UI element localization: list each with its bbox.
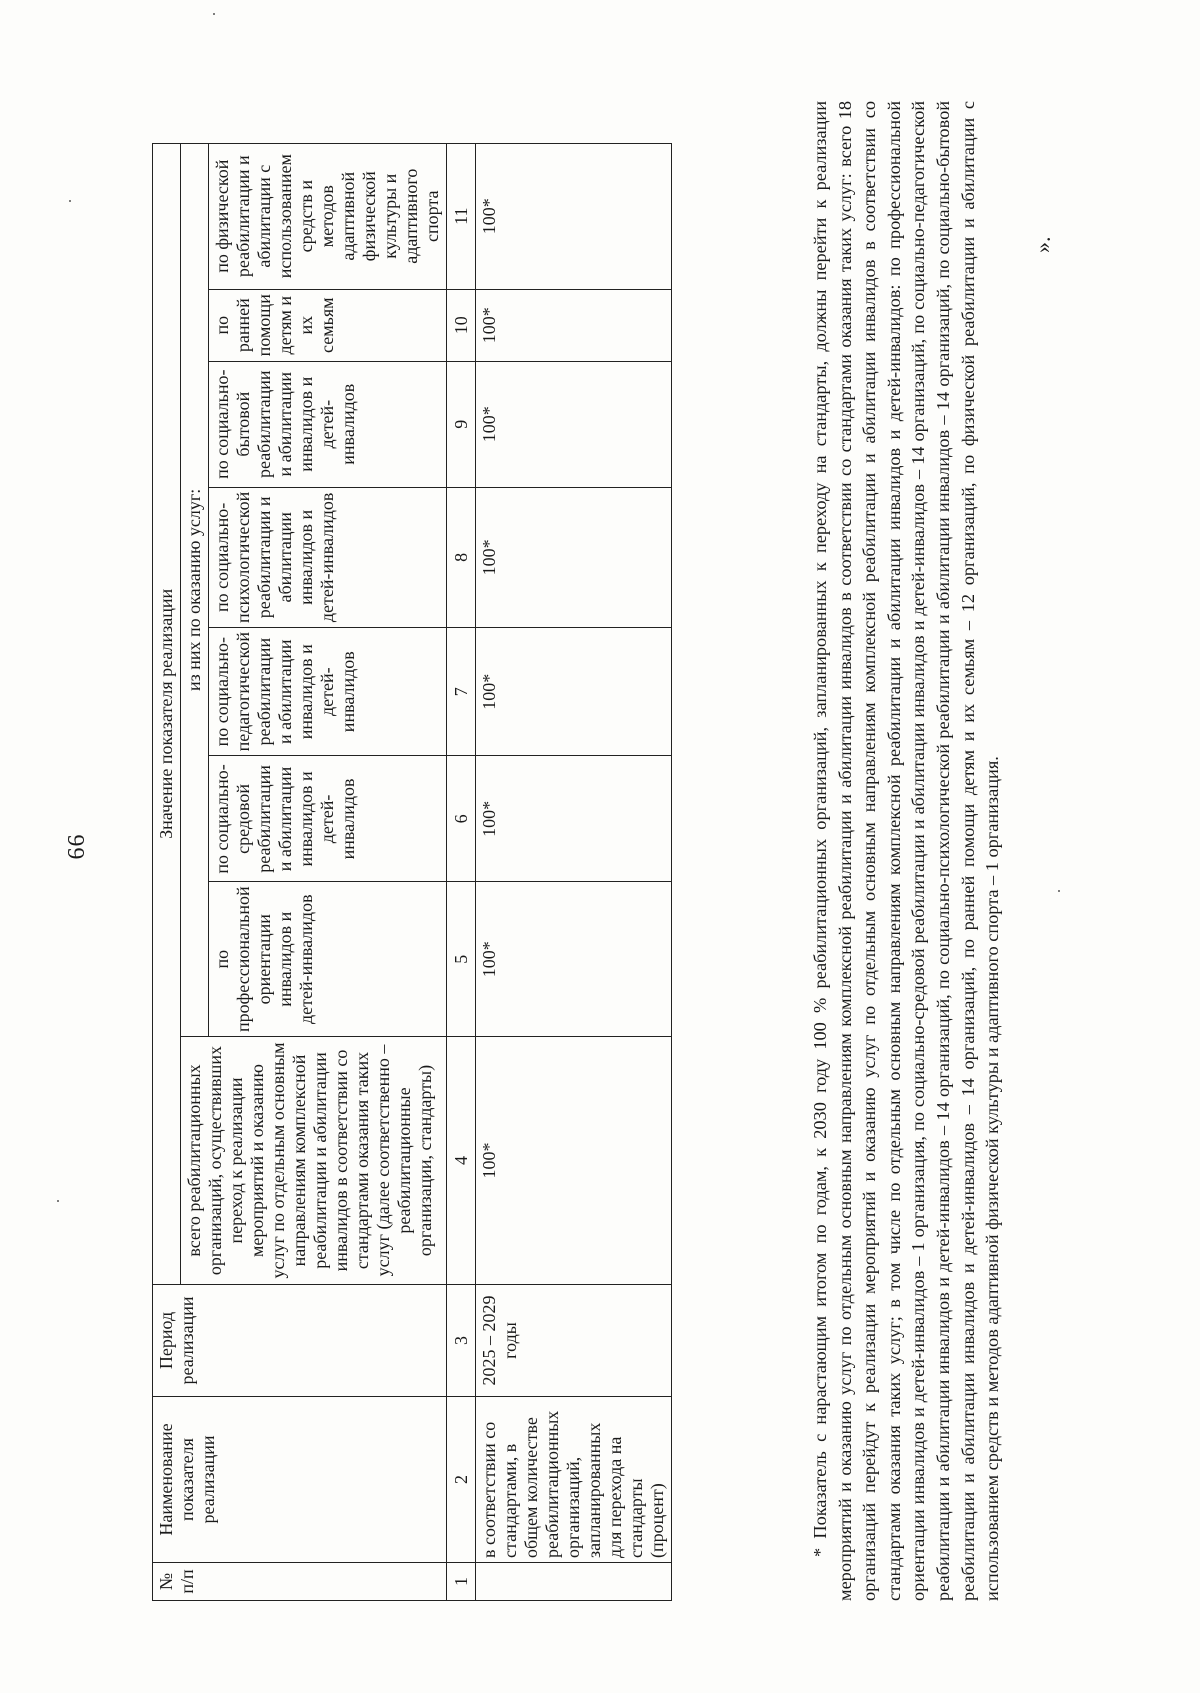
header-sub-sredovoy: по социально-средовой реабилитации и абилитации инвалидов и детей-инвалидов [209,756,447,882]
scan-speck [69,200,71,202]
row-value-ped: 100* [476,628,672,756]
column-number-row [447,143,476,1600]
scan-speck [1058,890,1060,892]
col-num-10: 10 [447,289,476,361]
col-num-1: 1 [447,1563,476,1601]
header-sub-early: по ранней помощи детям и их семьям [209,289,447,361]
col-num-2: 2 [447,1397,476,1563]
table-row [476,143,672,1600]
col-num-5: 5 [447,882,476,1037]
col-num-4: 4 [447,1037,476,1285]
scan-speck [213,13,215,15]
header-name: Наименование показателя реализации [153,1397,447,1563]
col-num-3: 3 [447,1285,476,1397]
page-number: 66 [64,833,90,860]
header-sub-ped: по социально-педагогической реабилитации и абилитации инвалидов и детей-инвалидов [209,628,447,756]
header-value: Значение показателя реализации [153,143,181,1284]
col-num-11: 11 [447,143,476,289]
header-total: всего реабилитационных организаций, осуществивших переход к реализации мероприятий и оказанию услуг по отдельным основным направлениям комплексной реабилитации и абилитации инвалидов в соответствии со стандартами оказания таких услуг (далее соответственно – реабилитационные организации, стандарты) [181,1037,447,1285]
header-sub-prof: по профессиональной ориентации инвалидов и детей-инвалидов [209,882,447,1037]
col-num-9: 9 [447,361,476,487]
indicator-table [152,143,672,1601]
row-value-psych: 100* [476,487,672,627]
row-value-total: 100* [476,1037,672,1285]
header-row-1 [153,143,181,1600]
header-sub-byt: по социально-бытовой реабилитации и абилитации инвалидов и детей-инвалидов [209,361,447,487]
header-period: Период реализации [153,1285,447,1397]
row-value-sredovoy: 100* [476,756,672,882]
col-num-7: 7 [447,628,476,756]
row-value-prof: 100* [476,882,672,1037]
row-value-phys: 100* [476,143,672,289]
scan-speck [57,1200,59,1202]
footnote: * Показатель с нарастающим итогом по годам, к 2030 году 100 % реабилитационных организаций, запланированных к переходу на стандарты, должны перейти к реализации мероприятий и оказанию услуг по отдельным основным направлениям комплексной реабилитации и абилитации инвалидов в соответствии со стандартами оказания таких услуг: всего 18 организаций перейдут к реализации мероприятий и оказанию услуг по отдельным основным направлениям комплексной реабилитации и абилитации инвалидов в соответствии со стандартами оказания таких услуг; в том числе по отдельным основным направлениям комплексной реабилитации и абилитации инвалидов и детей-инвалидов: по профессиональной ориентации инвалидов и детей-инвалидов – 1 организация, по социально-средовой реабилитации и абилитации инвалидов и детей-инвалидов – 14 организаций, по социально-педагогической реабилитации и абилитации инвалидов и детей-инвалидов – 14 организаций, по социально-психологической реабилитации и абилитации инвалидов – 14 организаций, по социально-бытовой реабилитации и абилитации инвалидов и детей-инвалидов – 14 организаций, по ранней помощи детям и их семьям – 12 организаций, по физической реабилитации и абилитации с использованием средств и методов адаптивной физической культуры и адаптивного спорта – 1 организация. [810,101,1003,1601]
col-num-8: 8 [447,487,476,627]
closing-quote-mark: ». [1030,236,1055,253]
row-value-byt: 100* [476,361,672,487]
header-sub-phys: по физической реабилитации и абилитации с использованием средств и методов адаптивной физической культуры и адаптивного спорта [209,143,447,289]
row-num [476,1563,672,1601]
header-num: № п/п [153,1563,447,1601]
row-period: 2025 – 2029 годы [476,1285,672,1397]
col-num-6: 6 [447,756,476,882]
header-of-them: из них по оказанию услуг: [181,143,209,1036]
header-sub-psych: по социально-психологической реабилитации и абилитации инвалидов и детей-инвалидов [209,487,447,627]
row-value-early: 100* [476,289,672,361]
row-name: в соответствии со стандартами, в общем количестве реабилитационных организаций, запланированных для перехода на стандарты (процент) [476,1397,672,1563]
